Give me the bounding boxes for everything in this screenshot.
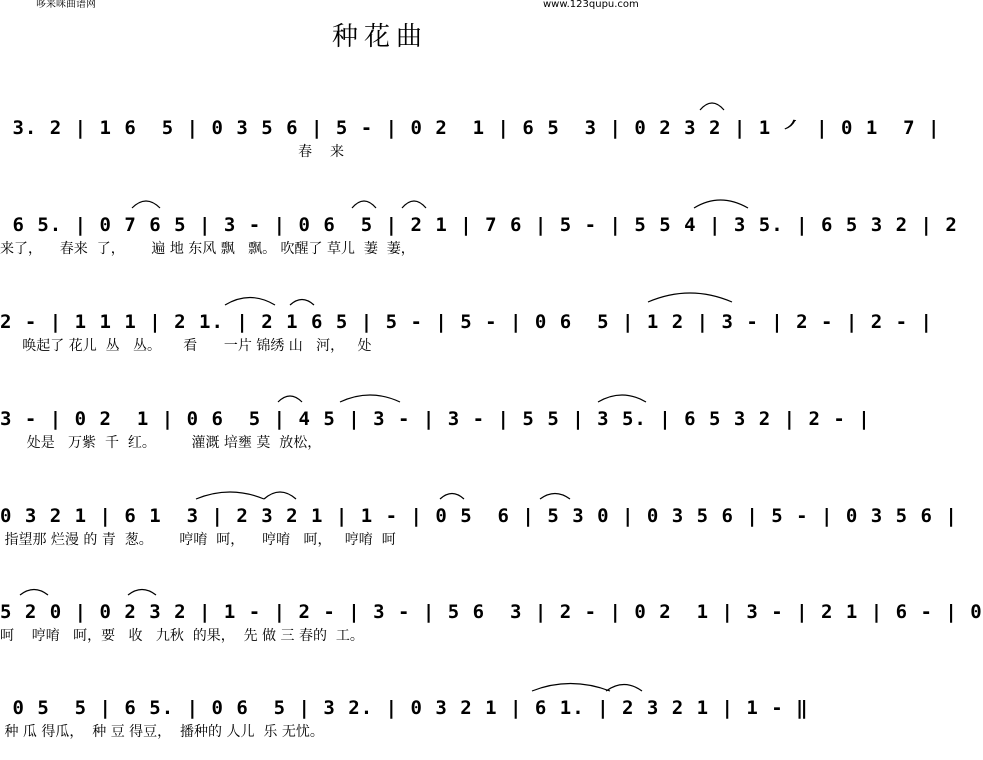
slur-mark (20, 590, 48, 596)
score-row-3 (0, 311, 933, 361)
slur-mark (694, 200, 748, 208)
notation-line: 3. 2 | 1 6 5 | 0 3 5 6 | 5 - | 0 2 1 | 6 5 3 | 0 2 3 2 | 1 ㇒ | 0 1 7 | (0, 117, 941, 139)
notation-line: 5 2 0 | 0 2 3 2 | 1 - | 2 - | 3 - | 5 6 3 | 2 - | 0 2 1 | 3 - | 2 1 | 6 - | 0 (0, 601, 983, 623)
lyrics-line: 唤起了 花儿 丛 丛。 看 一片 锦绣 山 河， 处 (0, 338, 372, 354)
score-row-1 (0, 117, 941, 167)
lyrics-line: 处是 万紫 千 红。 灌溉 培壅 莫 放松， (0, 435, 322, 451)
page-title: 种花曲 (331, 22, 428, 52)
notation-line: 2 - | 1 1 1 | 2 1. | 2 1 6 5 | 5 - | 5 - | 0 6 5 | 1 2 | 3 - | 2 - | 2 - | (0, 311, 933, 333)
lyrics-line: 春 来 (0, 144, 344, 160)
notation-line: 6 5. | 0 7 6 5 | 3 - | 0 6 5 | 2 1 | 7 6 | 5 - | 5 5 4 | 3 5. | 6 5 3 2 | 2 (0, 214, 958, 236)
slur-mark (540, 494, 570, 500)
slur-mark (128, 590, 156, 596)
lyrics-line: 来了， 春来 了， 遍 地 东风 飘 飘。 吹醒了 草儿 萋 萋， (0, 241, 415, 257)
slur-mark (278, 396, 302, 402)
lyrics-line: 指望那 烂漫 的 青 葱。 哼唷 呵， 哼唷 呵， 哼唷 呵 (0, 532, 396, 548)
slur-mark (648, 293, 732, 302)
slur-mark (290, 300, 314, 306)
slur-mark (606, 685, 642, 692)
slur-mark (340, 395, 400, 402)
slur-mark (532, 684, 610, 692)
slur-mark (196, 492, 264, 499)
score-row-6 (0, 601, 983, 651)
slur-mark (598, 395, 646, 402)
score-row-7 (0, 697, 809, 747)
site-url[interactable]: www.123qupu.com (543, 0, 639, 10)
notation-line: 0 5 5 | 6 5. | 0 6 5 | 3 2. | 0 3 2 1 | 6 1. | 2 3 2 1 | 1 - ‖ (0, 697, 809, 719)
score-row-2 (0, 214, 958, 264)
slur-mark (264, 492, 296, 499)
slur-mark (132, 201, 160, 208)
site-name[interactable]: 哆来咪曲谱网 (36, 0, 96, 10)
slur-mark (402, 201, 426, 208)
slur-mark (440, 494, 464, 500)
slur-mark (225, 298, 275, 306)
notation-line: 3 - | 0 2 1 | 0 6 5 | 4 5 | 3 - | 3 - | 5 5 | 3 5. | 6 5 3 2 | 2 - | (0, 408, 871, 430)
score-row-4 (0, 408, 871, 458)
lyrics-line: 呵 哼唷 呵，要 收 九秋 的果， 先 做 三 春的 工。 (0, 628, 364, 644)
notation-line: 0 3 2 1 | 6 1 3 | 2 3 2 1 | 1 - | 0 5 6 | 5 3 0 | 0 3 5 6 | 5 - | 0 3 5 6 | (0, 505, 958, 527)
lyrics-line: 种 瓜 得瓜， 种 豆 得豆， 播种的 人儿 乐 无忧。 (0, 724, 324, 740)
score-row-5 (0, 505, 958, 555)
slur-mark (700, 103, 724, 110)
slur-mark (352, 201, 376, 208)
